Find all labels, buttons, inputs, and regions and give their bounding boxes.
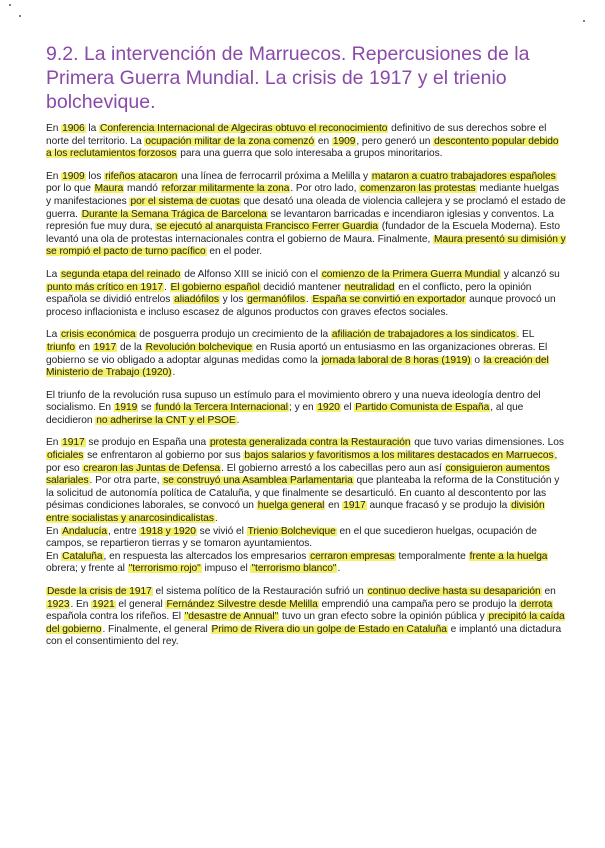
text-segment: e implantó una dictadura con el consentimiento del rey. [46, 623, 562, 648]
paragraph-5 [46, 390, 566, 428]
highlighted-text: afiliación de trabajadores a los sindicatos [331, 329, 516, 341]
highlighted-text: Conferencia Internacional de Algeciras obtuvo el reconocimiento [100, 123, 388, 134]
text-segment: en el que sucedieron huelgas, ocupación de campos, se repartieron tierras y se tomaron ayuntamientos. [46, 525, 537, 550]
highlighted-text: triunfo [47, 341, 75, 353]
text-segment: en Rusia aportó un entusiasmo en las organizaciones obreras. El gobierno se vio obligado a adoptar algunas medidas como la [46, 341, 548, 366]
text-segment: . Por otro lado, [290, 183, 360, 195]
highlighted-text: crisis económica [61, 329, 136, 341]
text-segment: . EL [516, 329, 535, 341]
text-segment: La [46, 329, 61, 341]
text-segment: en [325, 500, 343, 512]
highlighted-text: 1917 [93, 341, 117, 353]
highlighted-text: 1917 [62, 437, 85, 449]
text-segment: tuvo un gran efecto sobre la opinión pública y [279, 611, 488, 623]
text-segment: decidió mantener [260, 281, 344, 293]
text-segment: . [163, 281, 170, 293]
highlighted-text: ocupación militar de la zona comenzó [145, 135, 315, 147]
highlighted-text: "desastre de Annual" [184, 611, 279, 623]
text-segment: en el poder. [206, 246, 263, 258]
highlighted-text: derrota [520, 598, 553, 610]
highlighted-text: jornada laboral de 8 horas (1919) [321, 354, 471, 366]
text-segment: , en respuesta las altercados los empresarios [103, 550, 310, 562]
text-segment: por lo que [46, 183, 94, 195]
highlighted-text: 1917 [343, 500, 366, 512]
text-segment: En [46, 170, 62, 182]
text-segment: para una guerra que solo interesaba a grupos minoritarios. [177, 148, 443, 160]
highlighted-text: 1923 [47, 598, 70, 610]
highlighted-text: 1920 [317, 402, 340, 414]
highlighted-text: neutralidad [344, 281, 395, 293]
text-segment: de posguerra produjo un crecimiento de la [136, 329, 331, 341]
highlighted-text: reforzar militarmente la zona [161, 183, 290, 195]
text-segment: en el conflicto, pero la opinión española se dividió entrelos [46, 281, 532, 306]
highlighted-text: 1918 y 1920 [140, 525, 196, 537]
text-segment: o [471, 354, 483, 366]
highlighted-text: Andalucía [62, 525, 108, 537]
text-segment: El triunfo de la revolución rusa supuso un estímulo para el movimiento obrero y una nueva ideología dentro del socialismo. En [46, 389, 541, 414]
text-segment: En [46, 437, 62, 449]
highlighted-text: Durante la Semana Trágica de Barcelona [81, 208, 267, 220]
highlighted-text: comenzaron las protestas [360, 183, 476, 195]
highlighted-text: 1909 [332, 135, 356, 147]
text-segment: mandó [124, 183, 161, 195]
highlighted-text: Partido Comunista de España [355, 402, 490, 414]
text-segment: se produjo en España una [85, 437, 209, 449]
text-segment: ; y en [289, 402, 317, 414]
text-segment: el [340, 402, 355, 414]
text-segment: se enfrentaron al gobierno por sus [84, 450, 244, 462]
text-segment: la [85, 123, 100, 134]
highlighted-text: rifeños atacaron [105, 170, 178, 182]
paragraph-6 [46, 437, 566, 525]
paragraph-8 [46, 551, 566, 576]
highlighted-text: Primo de Rivera dio un golpe de Estado en Cataluña [211, 623, 447, 635]
highlighted-text: precipitó la caída del gobierno [46, 611, 565, 635]
paragraph-7 [46, 526, 566, 551]
paragraph-4 [46, 329, 566, 379]
paragraph-3 [46, 269, 566, 319]
highlighted-text: no adherirse la CNT y el PSOE [96, 414, 236, 426]
text-segment: definitivo de sus derechos sobre el norte del territorio. La [46, 123, 547, 147]
highlighted-text: por el sistema de cuotas [130, 195, 240, 207]
text-segment: que desató una oleada de violencia callejera y se proclamó el estado de guerra. [46, 195, 566, 220]
highlighted-text: mataron a cuatro trabajadores españoles [371, 170, 556, 182]
highlighted-text: "terrorismo rojo" [128, 563, 201, 575]
highlighted-text: protesta generalizada contra la Restauración [209, 437, 411, 449]
text-segment: se vivió el [196, 525, 247, 537]
text-segment: , por eso [46, 450, 558, 474]
highlighted-text: Fernández Silvestre desde Melilla [166, 598, 318, 610]
highlighted-text: El gobierno español [170, 281, 260, 293]
highlighted-text: segunda etapa del reinado [61, 268, 181, 280]
highlighted-text: aliadófilos [174, 294, 219, 306]
highlighted-text: consiguieron aumentos salariales [46, 462, 550, 487]
text-segment: en [75, 341, 93, 353]
text-segment: , entre [108, 525, 140, 537]
highlighted-text: frente a la huelga [469, 550, 548, 562]
highlighted-text: fundó la Tercera Internacional [155, 402, 289, 414]
text-segment: obrera; y frente al [46, 563, 128, 575]
text-segment: y los [219, 294, 247, 306]
text-segment: el sistema político de la Restauración sufrió un [152, 586, 367, 597]
highlighted-text: continuo declive hasta su desaparición [367, 586, 541, 597]
highlighted-text: 1906 [62, 123, 85, 134]
text-segment: En [46, 123, 62, 134]
highlighted-text: Revolución bolchevique [145, 341, 253, 353]
text-segment: , pero generó un [356, 135, 434, 147]
text-segment: . En [70, 598, 92, 610]
paragraph-9 [46, 586, 566, 649]
text-segment: emprendió una campaña pero se produjo la [318, 598, 520, 610]
highlighted-text: división entre socialistas y anarcosindicalistas [46, 500, 545, 525]
highlighted-text: 1909 [62, 170, 85, 182]
text-segment: impuso el [201, 563, 251, 575]
text-segment: . [214, 513, 218, 525]
highlighted-text: 1919 [114, 402, 138, 414]
text-segment: se [138, 402, 155, 414]
text-segment: una línea de ferrocarril próxima a Melilla y [178, 170, 371, 182]
scan-speck [19, 15, 21, 17]
text-segment: . [236, 414, 240, 426]
text-segment: (fundador de la Escuela Moderna). Esto levantó una ola de protestas internacionales contra el gobierno de Maura. Finalmente, [46, 221, 560, 245]
text-segment: y alcanzó su [500, 268, 560, 280]
text-segment: En [46, 525, 62, 537]
text-segment: . El gobierno arrestó a los cabecillas pero aun así [221, 462, 445, 474]
highlighted-text: 1921 [92, 598, 115, 610]
text-segment: los [85, 170, 105, 182]
highlighted-text: crearon las Juntas de Defensa [83, 462, 221, 474]
text-segment: . Finalmente, el general [102, 623, 211, 635]
document-body [46, 123, 566, 659]
highlighted-text: se construyó una Asamblea Parlamentaria [163, 475, 353, 487]
text-segment: española contra los rifeños. El [46, 611, 184, 623]
text-segment: que tuvo varias dimensiones. Los [411, 437, 564, 449]
text-segment: . [172, 367, 176, 379]
scan-speck [9, 4, 11, 6]
page-title: 9.2. La intervención de Marruecos. Repercusiones de la Primera Guerra Mundial. La crisis de 1917 y el trienio bolchevique. [46, 43, 530, 113]
text-segment: de la [117, 341, 145, 353]
highlighted-text: la creación del Ministerio de Trabajo (1920) [46, 354, 549, 379]
text-segment: aunque fracasó y se produjo la [366, 500, 511, 512]
highlighted-text: oficiales [47, 450, 84, 462]
text-segment: . [337, 563, 341, 575]
text-segment: en [315, 135, 332, 147]
highlighted-text: se ejecutó al anarquista Francisco Ferrer Guardia [156, 221, 379, 233]
highlighted-text: España se convirtió en exportador [312, 294, 466, 306]
paragraph-2 [46, 171, 566, 259]
scan-speck [583, 20, 585, 22]
highlighted-text: comienzo de la Primera Guerra Mundial [321, 268, 500, 280]
highlighted-text: Trienio Bolchevique [247, 525, 336, 537]
text-segment: . Por otra parte, [89, 475, 163, 487]
text-segment: de Alfonso XIII se inició con el [181, 268, 321, 280]
text-segment: , al que decidieron [46, 402, 524, 426]
highlighted-text: germanófilos [247, 294, 305, 306]
highlighted-text: bajos salarios y favoritismos a los militares destacados en Marruecos [244, 450, 554, 462]
highlighted-text: Maura [94, 183, 124, 195]
text-segment: que planteaba la reforma de la Constitución y la solicitud de autonomía política de Cataluña, y que finalmente se desarticuló. En cuanto al descontento por las pésimas condiciones laborales, se convocó un [46, 475, 560, 512]
highlighted-text: Cataluña [62, 550, 103, 562]
text-segment: aunque provocó un proceso inflacionista e incluso escasez de algunos productos con graves efectos sociales. [46, 294, 556, 318]
highlighted-text: descontento popular debido a los reclutamientos forzosos [46, 135, 559, 160]
paragraph-1 [46, 123, 566, 161]
text-segment: mediante huelgas y manifestaciones [46, 183, 560, 207]
highlighted-text: cerraron empresas [310, 550, 395, 562]
text-segment: en [541, 586, 556, 597]
text-segment: La [46, 268, 61, 280]
highlighted-text: Desde la crisis de 1917 [47, 586, 152, 597]
highlighted-text: Maura presentó su dimisión y se rompió el pacto de turno pacífico [46, 233, 566, 258]
text-segment: se levantaron barricadas e incendiaron iglesias y conventos. La represión fue muy dura, [46, 208, 554, 233]
highlighted-text: "terrorismo blanco" [251, 563, 337, 575]
text-segment: temporalmente [395, 550, 469, 562]
highlighted-text: punto más crítico en 1917 [47, 281, 163, 293]
text-segment: . [305, 294, 312, 306]
text-segment: En [46, 550, 62, 562]
highlighted-text: huelga general [257, 500, 325, 512]
text-segment: el general [115, 598, 166, 610]
